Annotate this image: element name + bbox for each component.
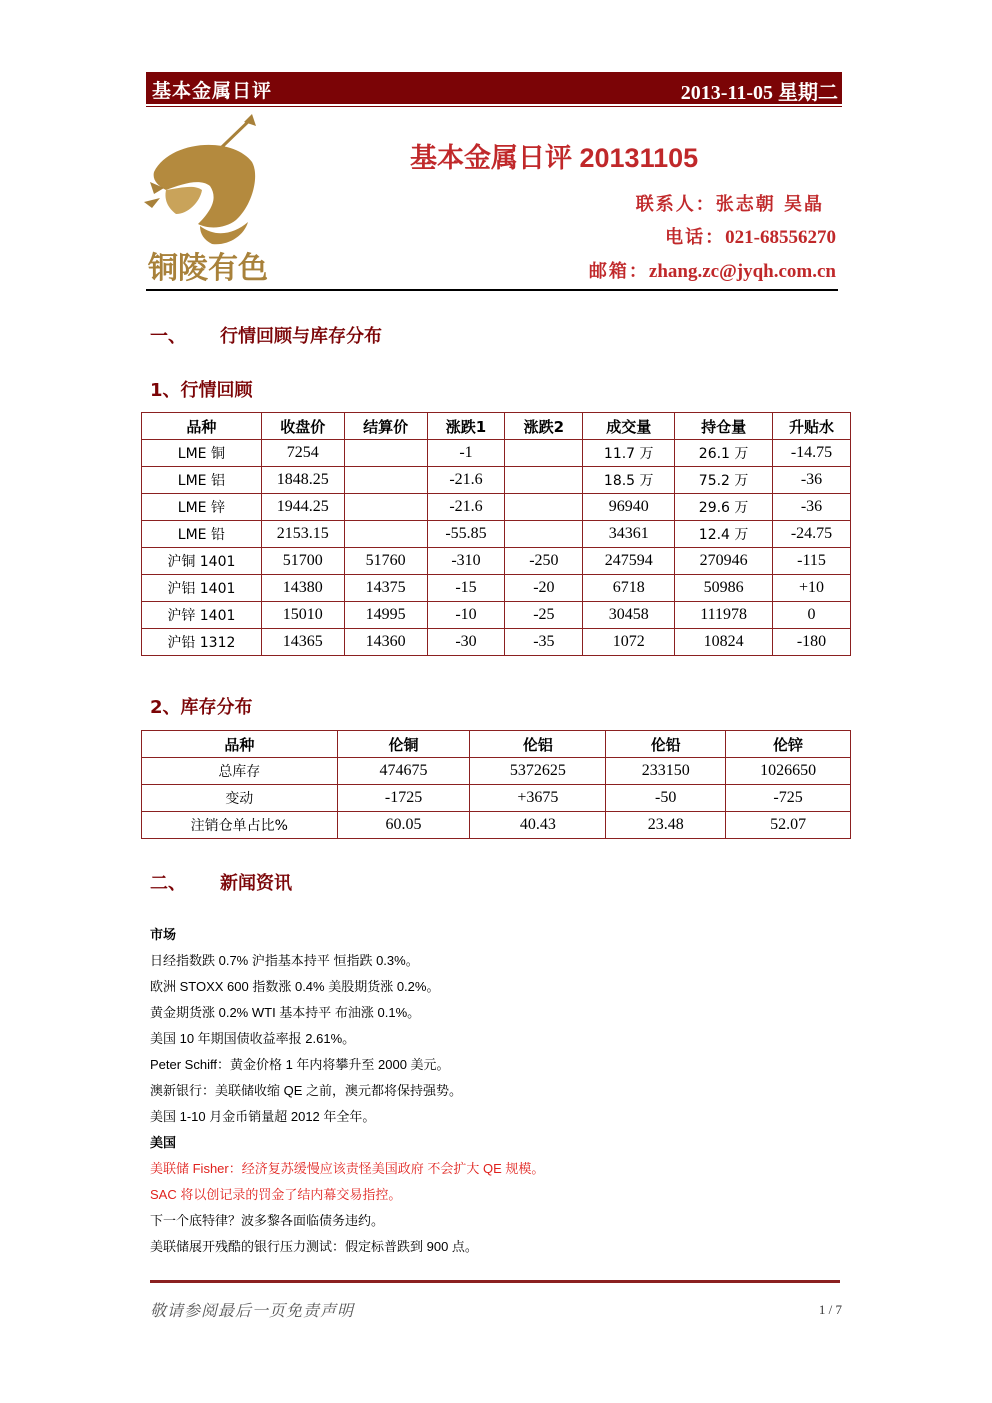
table-cell xyxy=(505,440,583,467)
table-cell xyxy=(344,440,427,467)
section-number: 一、 xyxy=(150,326,186,347)
contact-phone xyxy=(665,223,836,249)
table-cell: -21.6 xyxy=(427,494,505,521)
document-title: 基本金属日评 20131105 xyxy=(410,143,699,173)
column-header: 伦铝 xyxy=(470,731,606,758)
table-cell: 沪铝 1401 xyxy=(142,575,262,602)
news-item: 美国 10 年期国债收益率报 2.61%。 xyxy=(150,1031,356,1046)
column-header: 涨跌1 xyxy=(427,413,505,440)
header-bar xyxy=(146,72,842,104)
table-row xyxy=(142,521,851,548)
column-header: 品种 xyxy=(142,731,338,758)
table-cell: 12.4 万 xyxy=(675,521,773,548)
news-item: 欧洲 STOXX 600 指数涨 0.4% 美股期货涨 0.2%。 xyxy=(150,979,440,994)
news-item: Peter Schiff：黄金价格 1 年内将攀升至 2000 美元。 xyxy=(150,1057,450,1072)
table-row xyxy=(142,812,851,839)
table-cell xyxy=(505,467,583,494)
table-cell: 10824 xyxy=(675,629,773,656)
table-cell: 0 xyxy=(773,602,851,629)
column-header: 伦锌 xyxy=(726,731,851,758)
table-cell: -30 xyxy=(427,629,505,656)
contact-phone-value: 021-68556270 xyxy=(725,227,836,248)
footer-divider xyxy=(150,1280,840,1283)
table-header-row xyxy=(142,413,851,440)
table-cell: 50986 xyxy=(675,575,773,602)
table-cell: 474675 xyxy=(337,758,470,785)
column-header: 品种 xyxy=(142,413,262,440)
table-cell: -20 xyxy=(505,575,583,602)
table-cell: 2153.15 xyxy=(261,521,344,548)
table-cell: 26.1 万 xyxy=(675,440,773,467)
table-cell: 11.7 万 xyxy=(583,440,675,467)
logo-helmet-icon xyxy=(140,110,280,290)
footer-disclaimer: 敬请参阅最后一页免责声明 xyxy=(150,1301,355,1320)
table-cell: 1072 xyxy=(583,629,675,656)
table-cell: 96940 xyxy=(583,494,675,521)
table-cell: 沪锌 1401 xyxy=(142,602,262,629)
table-cell xyxy=(344,494,427,521)
table-cell: -24.75 xyxy=(773,521,851,548)
table-cell: -310 xyxy=(427,548,505,575)
table-cell: 1848.25 xyxy=(261,467,344,494)
title-divider xyxy=(146,289,838,291)
table-cell: 51700 xyxy=(261,548,344,575)
news-category-heading: 美国 xyxy=(150,1136,177,1151)
table-row xyxy=(142,785,851,812)
table-header-row xyxy=(142,731,851,758)
table-cell: 14360 xyxy=(344,629,427,656)
table-cell: +3675 xyxy=(470,785,606,812)
column-header: 持仓量 xyxy=(675,413,773,440)
table-cell: 29.6 万 xyxy=(675,494,773,521)
column-header: 涨跌2 xyxy=(505,413,583,440)
table-cell: -180 xyxy=(773,629,851,656)
table-row xyxy=(142,548,851,575)
table-cell xyxy=(505,494,583,521)
table-cell: -36 xyxy=(773,494,851,521)
table-cell: -36 xyxy=(773,467,851,494)
table-cell: 51760 xyxy=(344,548,427,575)
column-header: 升贴水 xyxy=(773,413,851,440)
table-cell: 14365 xyxy=(261,629,344,656)
news-item: 下一个底特律？波多黎各面临债务违约。 xyxy=(150,1213,385,1228)
table-cell: 30458 xyxy=(583,602,675,629)
table-row xyxy=(142,758,851,785)
news-item: 美联储展开残酷的银行压力测试：假定标普跌到 900 点。 xyxy=(150,1239,478,1254)
table-cell: 23.48 xyxy=(606,812,726,839)
section-number: 二、 xyxy=(150,873,186,894)
table-cell: 6718 xyxy=(583,575,675,602)
table-cell: 注销仓单占比% xyxy=(142,812,338,839)
table-cell: -21.6 xyxy=(427,467,505,494)
table-cell: 60.05 xyxy=(337,812,470,839)
news-item: 澳新银行：美联储收缩 QE 之前，澳元都将保持强势。 xyxy=(150,1083,463,1098)
contact-phone-label: 电话： xyxy=(665,227,726,248)
table-cell xyxy=(505,521,583,548)
table-cell: -250 xyxy=(505,548,583,575)
table-cell: 沪铜 1401 xyxy=(142,548,262,575)
table-cell: -725 xyxy=(726,785,851,812)
table-cell: -55.85 xyxy=(427,521,505,548)
news-item: 日经指数跌 0.7% 沪指基本持平 恒指跌 0.3%。 xyxy=(150,953,419,968)
table-row xyxy=(142,494,851,521)
table-cell: -10 xyxy=(427,602,505,629)
table-cell: 沪铅 1312 xyxy=(142,629,262,656)
contact-email-link[interactable]: zhang.zc@jyqh.com.cn xyxy=(648,261,836,282)
section-title: 行情回顾与库存分布 xyxy=(220,326,382,347)
contact-person xyxy=(636,190,824,216)
table-cell: 247594 xyxy=(583,548,675,575)
table-row xyxy=(142,467,851,494)
table-cell: -15 xyxy=(427,575,505,602)
table-row xyxy=(142,602,851,629)
subsection-heading-inventory: 2、库存分布 xyxy=(150,697,253,718)
news-item: 美国 1-10 月金币销量超 2012 年全年。 xyxy=(150,1109,376,1124)
contact-person-value: 张志朝 吴晶 xyxy=(715,194,824,215)
table-cell: 变动 xyxy=(142,785,338,812)
column-header: 伦铜 xyxy=(337,731,470,758)
table-cell: 111978 xyxy=(675,602,773,629)
table-row xyxy=(142,575,851,602)
header-left-title: 基本金属日评 xyxy=(152,80,273,102)
inventory-table xyxy=(141,730,851,839)
table-cell: -1725 xyxy=(337,785,470,812)
news-category-heading: 市场 xyxy=(150,928,177,943)
table-cell: 52.07 xyxy=(726,812,851,839)
table-row xyxy=(142,629,851,656)
table-cell: 34361 xyxy=(583,521,675,548)
table-row xyxy=(142,440,851,467)
table-cell: 15010 xyxy=(261,602,344,629)
column-header: 成交量 xyxy=(583,413,675,440)
table-cell: LME 锌 xyxy=(142,494,262,521)
section-title: 新闻资讯 xyxy=(220,873,292,894)
contact-email xyxy=(589,257,836,283)
table-cell: 7254 xyxy=(261,440,344,467)
subsection-heading-market: 1、行情回顾 xyxy=(150,380,253,401)
column-header: 结算价 xyxy=(344,413,427,440)
table-cell: -115 xyxy=(773,548,851,575)
header-date: 2013-11-05 星期二 xyxy=(680,82,838,104)
market-review-table xyxy=(141,412,851,656)
news-item: 黄金期货涨 0.2% WTI 基本持平 布油涨 0.1%。 xyxy=(150,1005,421,1020)
table-cell: -35 xyxy=(505,629,583,656)
table-cell: 233150 xyxy=(606,758,726,785)
table-cell: LME 铜 xyxy=(142,440,262,467)
table-cell xyxy=(344,521,427,548)
logo-helmet xyxy=(140,110,280,290)
table-cell: 75.2 万 xyxy=(675,467,773,494)
contact-person-label: 联系人： xyxy=(635,194,716,215)
table-cell: 40.43 xyxy=(470,812,606,839)
table-cell: -50 xyxy=(606,785,726,812)
table-cell: 5372625 xyxy=(470,758,606,785)
logo-text: 铜陵有色 xyxy=(148,251,268,286)
table-cell: 1944.25 xyxy=(261,494,344,521)
table-cell: 18.5 万 xyxy=(583,467,675,494)
table-cell: -25 xyxy=(505,602,583,629)
table-cell: -1 xyxy=(427,440,505,467)
table-cell: +10 xyxy=(773,575,851,602)
table-cell: 1026650 xyxy=(726,758,851,785)
news-item-highlight: SAC 将以创记录的罚金了结内幕交易指控。 xyxy=(150,1187,402,1202)
table-cell: 270946 xyxy=(675,548,773,575)
contact-email-label: 邮箱： xyxy=(588,261,649,282)
table-cell xyxy=(344,467,427,494)
column-header: 收盘价 xyxy=(261,413,344,440)
news-item-highlight: 美联储 Fisher：经济复苏缓慢应该责怪美国政府 不会扩大 QE 规模。 xyxy=(150,1161,545,1176)
table-cell: LME 铝 xyxy=(142,467,262,494)
table-cell: LME 铅 xyxy=(142,521,262,548)
header-divider xyxy=(146,106,842,107)
table-cell: 14375 xyxy=(344,575,427,602)
table-cell: 14995 xyxy=(344,602,427,629)
section-heading-2 xyxy=(150,869,292,895)
table-cell: 14380 xyxy=(261,575,344,602)
column-header: 伦铅 xyxy=(606,731,726,758)
section-heading-1 xyxy=(150,322,382,348)
page-number: 1 / 7 xyxy=(818,1302,842,1317)
table-cell: 总库存 xyxy=(142,758,338,785)
table-cell: -14.75 xyxy=(773,440,851,467)
